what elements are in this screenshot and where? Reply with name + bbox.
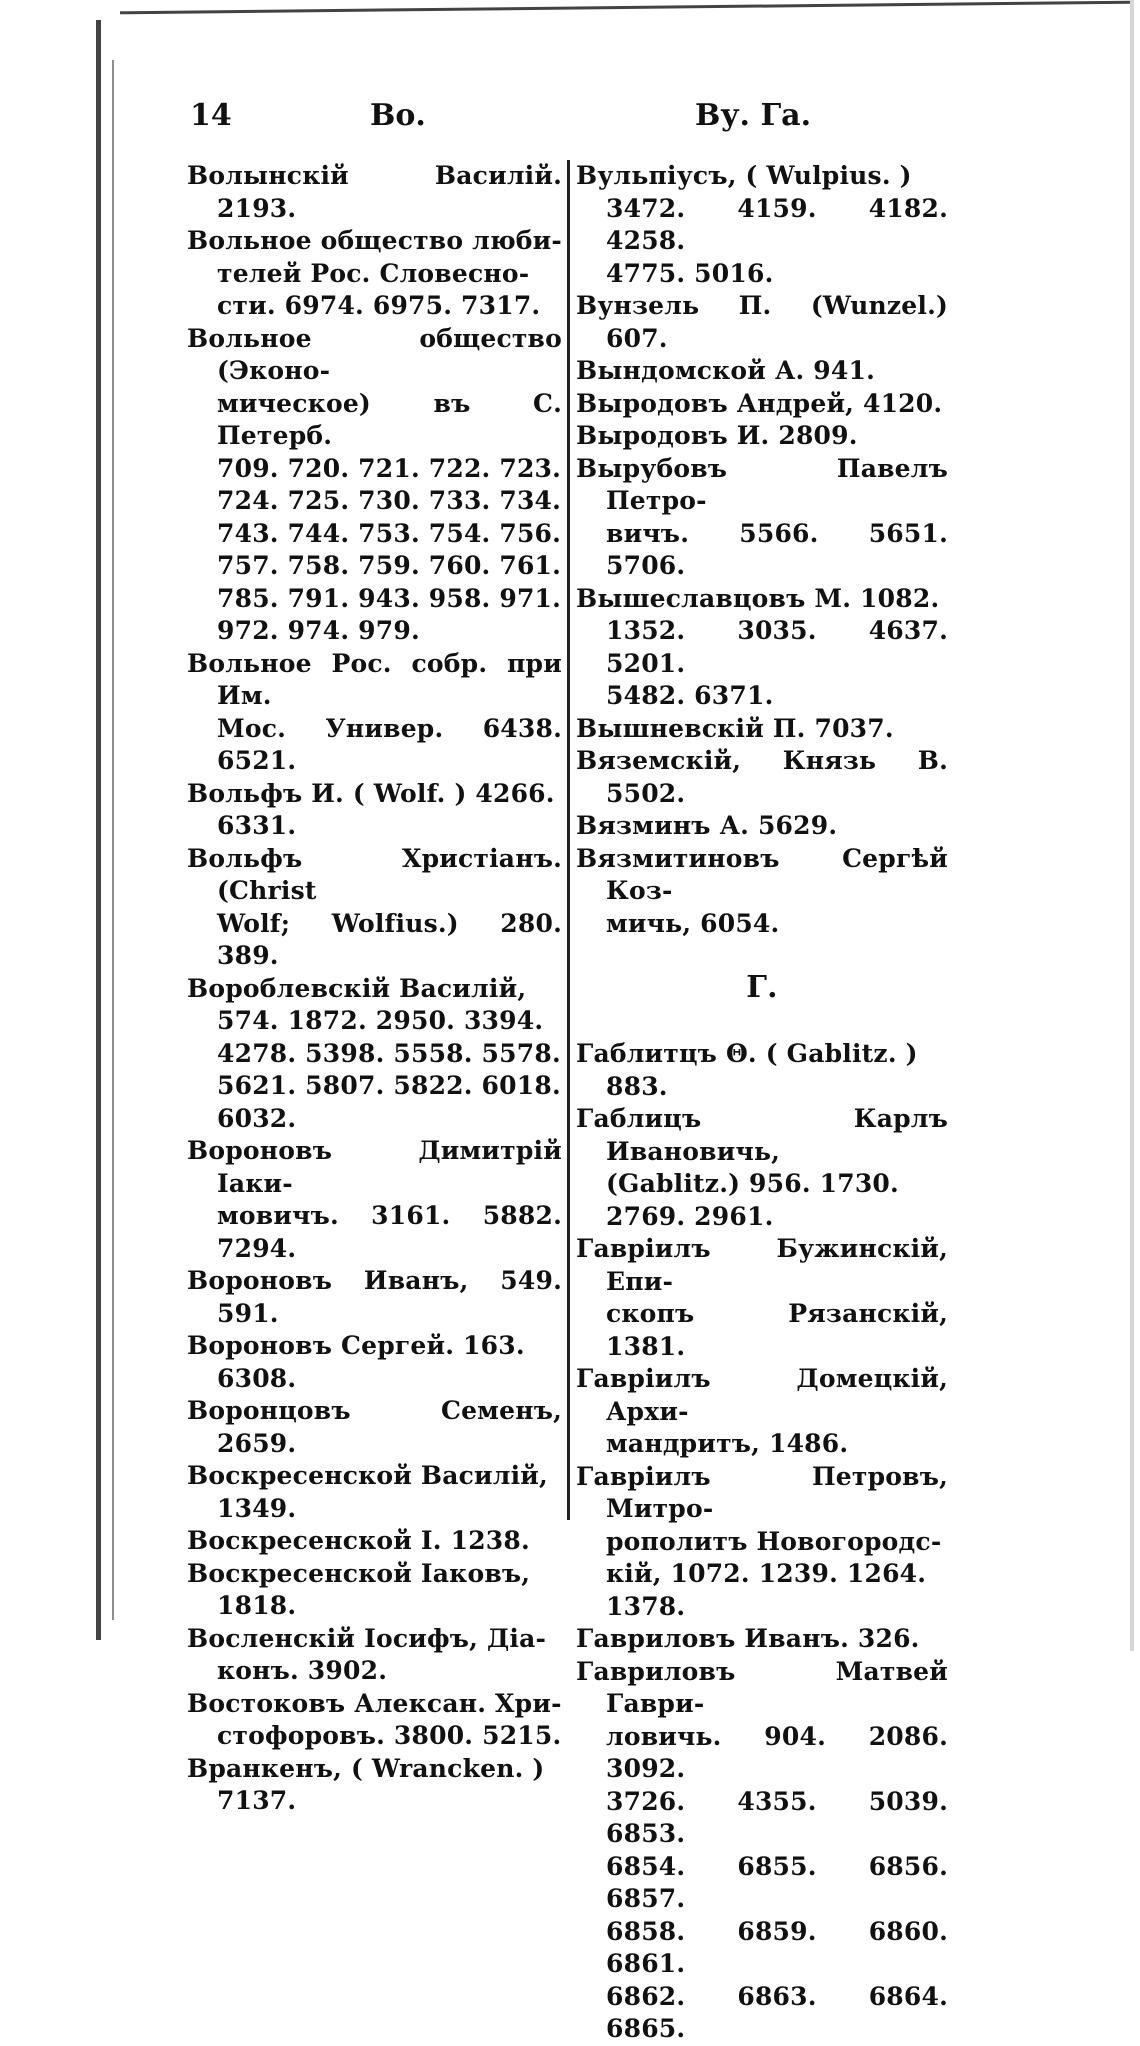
- index-entry: Гавріилъ Петровъ, Митро- рополитъ Новогородс- кій, 1072. 1239. 1264. 1378.: [576, 1461, 948, 1621]
- index-entry: Вороновъ Сергей. 163. 6308.: [187, 1331, 525, 1393]
- index-entry: Вышневскій П. 7037.: [576, 713, 894, 743]
- index-entry: Вязмитиновъ Сергѣй Коз- мичь, 6054.: [576, 843, 948, 938]
- scan-edge-left: [96, 20, 101, 1640]
- index-entry: Гавриловъ Матвей Гаври- ловичь. 904. 2086. 3092. 3726. 4355. 5039. 6853. 6854. 6855. 6856. 6857. 6858. 6859. 6860. 6861. 6862. 6863. 6864. 6865.: [576, 1656, 948, 2043]
- index-entry: Выродовъ Андрей, 4120.: [576, 388, 943, 418]
- index-entry: Вольфъ Христіанъ. (Christ Wolf; Wolfius.) 280. 389.: [187, 843, 562, 970]
- index-entry: Воронцовъ Семенъ, 2659.: [187, 1396, 562, 1458]
- index-entry: Вольфъ И. ( Wolf. ) 4266. 6331.: [187, 778, 555, 840]
- index-entry: Вольное Рос. собр. при Им. Мос. Универ. 6438. 6521.: [187, 648, 562, 775]
- index-entry: Вороблевскій Василій, 574. 1872. 2950. 3394. 4278. 5398. 5558. 5578. 5621. 5807. 5822. 6018. 6032.: [187, 973, 561, 1133]
- index-entry: Вязминъ А. 5629.: [576, 811, 838, 840]
- scan-edge-left-inner: [112, 60, 114, 1620]
- index-entry: Вульпіусъ, ( Wulpius. ) 3472. 4159. 4182. 4258. 4775. 5016.: [576, 161, 948, 288]
- index-entry: Выродовъ И. 2809.: [576, 421, 858, 450]
- index-entry: Волынскій Василій. 2193.: [187, 161, 562, 223]
- column-divider: [567, 160, 570, 1520]
- index-entry: Вороновъ Димитрій Іаки- мовичъ. 3161. 5882. 7294.: [187, 1136, 562, 1263]
- page-header: [190, 98, 970, 142]
- index-entry: Вырубовъ Павелъ Петро- вичъ. 5566. 5651. 5706.: [576, 453, 948, 580]
- index-entry: Гавриловъ Иванъ. 326.: [576, 1624, 920, 1653]
- scan-edge-right: [1130, 0, 1134, 1651]
- index-entry: Воскресенской І. 1238.: [187, 1526, 530, 1555]
- right-running-head: Ву. Га.: [695, 98, 812, 133]
- index-entry: Вольное общество (Эконо- мическое) въ С. Петерб. 709. 720. 721. 722. 723. 724. 725. 730. 733. 734. 743. 744. 753. 754. 756. 757. 758. 759. 760. 761. 785. 791. 943. 958. 971. 972. 974. 979.: [187, 323, 562, 645]
- index-entry: Вороновъ Иванъ, 549. 591.: [187, 1266, 562, 1328]
- index-entry: Вындомской А. 941.: [576, 356, 875, 385]
- index-entry: Вышеславцовъ М. 1082. 1352. 3035. 4637. 5201. 5482. 6371.: [576, 583, 948, 710]
- index-entry: Воскресенской Іаковъ, 1818.: [187, 1558, 531, 1620]
- index-entry: Гавріилъ Бужинскій, Епи- скопъ Рязанскій, 1381.: [576, 1234, 948, 1361]
- index-entry: Вунзель П. (Wunzel.) 607.: [576, 291, 948, 353]
- index-entry: Вольное общество люби- телей Рос. Словесно- сти. 6974. 6975. 7317.: [187, 226, 563, 320]
- index-entry: Восленскій Іосифъ, Діа- конъ. 3902.: [187, 1623, 547, 1685]
- index-entry: Вяземскій, Князь В. 5502.: [576, 746, 948, 808]
- scan-edge-top: [120, 1, 1130, 15]
- index-entry: Габлитцъ Θ. ( Gablitz. ) 883.: [576, 1039, 918, 1101]
- index-entry: Воскресенской Василій, 1349.: [187, 1461, 548, 1523]
- index-entry: Вранкенъ, ( Wrancken. ) 7137.: [187, 1753, 545, 1815]
- index-entry: Габлицъ Карлъ Ивановичь, (Gablitz.) 956. 1730. 2769. 2961.: [576, 1104, 948, 1231]
- right-column: [576, 160, 948, 2046]
- index-entry: Востоковъ Алексан. Хри- стофоровъ. 3800. 5215.: [187, 1688, 562, 1750]
- section-heading-g: Г.: [746, 970, 778, 1005]
- left-running-head: Во.: [370, 98, 426, 133]
- page-number: 14: [190, 98, 232, 133]
- left-column: [187, 160, 562, 1818]
- index-entry: Гавріилъ Домецкій, Архи- мандритъ, 1486.: [576, 1364, 948, 1458]
